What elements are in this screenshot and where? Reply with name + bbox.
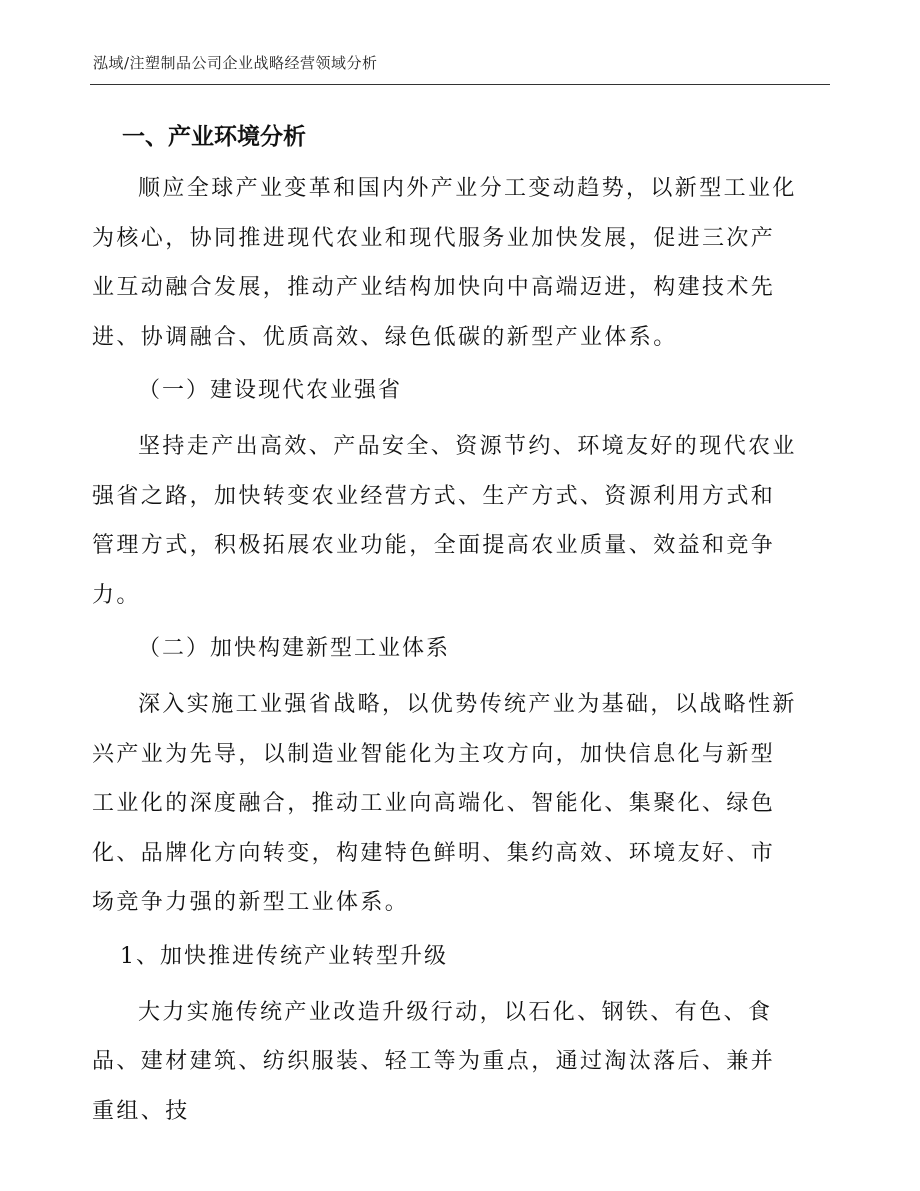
page-header: 泓域/注塑制品公司企业战略经营领域分析 [93, 54, 378, 72]
paragraph: 坚持走产出高效、产品安全、资源节约、环境友好的现代农业强省之路，加快转变农业经营方式、生产方式、资源利用方式和管理方式，积极拓展农业功能，全面提高农业质量、效益和竞争力。 [92, 434, 797, 608]
header-divider [90, 84, 830, 85]
numbered-heading: 1、加快推进传统产业转型升级 [120, 943, 448, 969]
paragraph: 大力实施传统产业改造升级行动，以石化、钢铁、有色、食品、建材建筑、纺织服装、轻工等为重点，通过淘汰落后、兼并重组、技 [92, 999, 776, 1124]
paragraph: 顺应全球产业变革和国内外产业分工变动趋势，以新型工业化为核心，协同推进现代农业和现代服务业加快发展，促进三次产业互动融合发展，推动产业结构加快向中高端迈进，构建技术先进、协调融合、优质高效、绿色低碳的新型产业体系。 [92, 176, 797, 350]
section-heading: 一、产业环境分析 [122, 124, 306, 150]
subsection-heading: （二）加快构建新型工业体系 [138, 636, 451, 661]
document-body [92, 114, 798, 1140]
subsection-heading: （一）建设现代农业强省 [138, 378, 403, 403]
paragraph: 深入实施工业强省战略，以优势传统产业为基础，以战略性新兴产业为先导，以制造业智能化为主攻方向，加快信息化与新型工业化的深度融合，推动工业向高端化、智能化、集聚化、绿色化、品牌化方向转变，构建特色鲜明、集约高效、环境友好、市场竞争力强的新型工业体系。 [92, 692, 797, 915]
